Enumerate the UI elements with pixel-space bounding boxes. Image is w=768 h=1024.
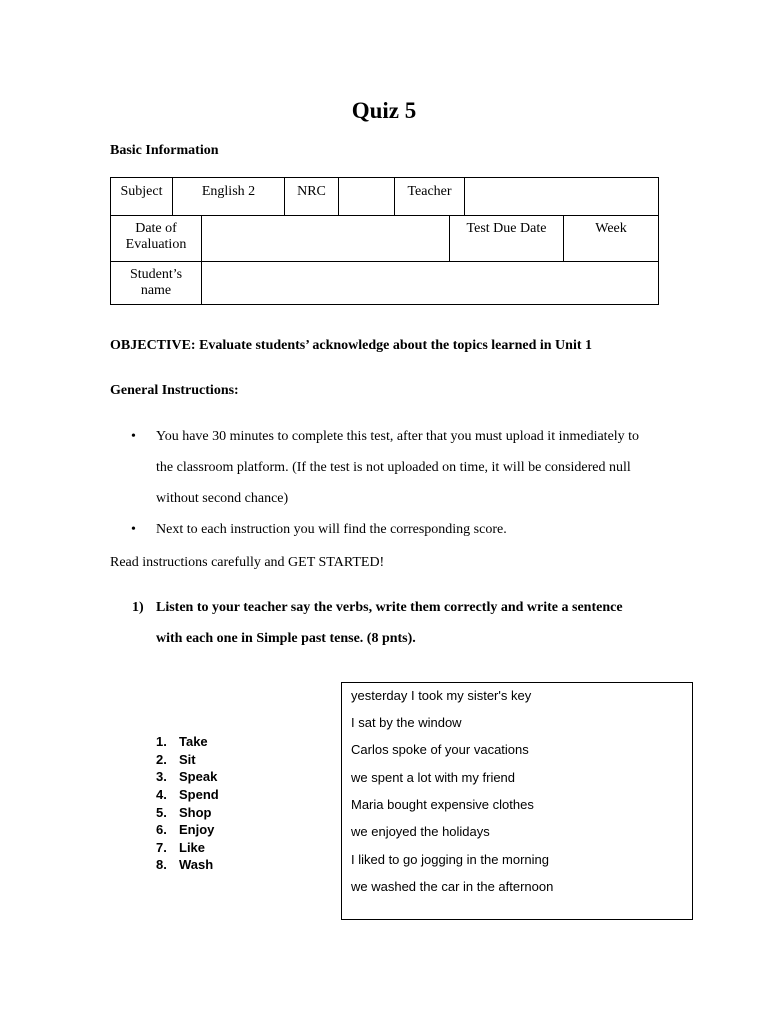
general-instructions-heading: General Instructions: [110, 383, 239, 398]
verb-item: Sit [179, 752, 196, 767]
instruction-2: Next to each instruction you will find the corresponding score. [156, 522, 507, 537]
verb-number: 4. [156, 787, 167, 802]
objective: OBJECTIVE: Evaluate students’ acknowledge about the topics learned in Unit 1 [110, 338, 593, 353]
bullet-icon: • [131, 522, 136, 537]
answer-sentence: we spent a lot with my friend [351, 770, 516, 785]
verb-item: Enjoy [179, 822, 215, 837]
verb-number: 2. [156, 752, 167, 767]
verb-number: 7. [156, 840, 167, 855]
read-instructions: Read instructions carefully and GET STARTED! [110, 555, 385, 570]
student-name-cell[interactable] [201, 261, 659, 305]
answer-sentence: yesterday I took my sister's key [351, 688, 532, 703]
question-1-line1: Listen to your teacher say the verbs, write them correctly and write a sentence [156, 600, 623, 615]
verb-number: 3. [156, 769, 167, 784]
instruction-1-line1: You have 30 minutes to complete this test, after that you must upload it inmediately to [156, 429, 640, 444]
verb-item: Take [179, 734, 208, 749]
answer-sentence: Maria bought expensive clothes [351, 797, 534, 812]
question-1-number: 1) [132, 600, 144, 615]
verb-number: 8. [156, 857, 167, 872]
verb-number: 5. [156, 805, 167, 820]
verb-item: Speak [179, 769, 218, 784]
verb-number: 6. [156, 822, 167, 837]
basic-info-heading: Basic Information [110, 143, 219, 158]
subject-label: Subject [120, 184, 163, 199]
nrc-label: NRC [297, 184, 326, 199]
teacher-label: Teacher [407, 184, 452, 199]
teacher-value-cell[interactable] [464, 177, 659, 216]
student-label-line2: name [140, 283, 172, 298]
verb-item: Spend [179, 787, 219, 802]
verb-item: Wash [179, 857, 214, 872]
subject-value: English 2 [201, 184, 256, 199]
student-label-line1: Student’s [129, 267, 183, 282]
verb-item: Shop [179, 805, 212, 820]
instruction-1-line2: the classroom platform. (If the test is not uploaded on time, it will be considered null [156, 460, 631, 475]
date-label-line1: Date of [135, 221, 177, 236]
due-date-label: Test Due Date [466, 221, 547, 236]
verb-item: Like [179, 840, 206, 855]
verb-number: 1. [156, 734, 167, 749]
date-value-cell[interactable] [201, 215, 450, 262]
date-label-line2: Evaluation [125, 237, 187, 252]
nrc-value-cell[interactable] [338, 177, 395, 216]
answer-sentence: Carlos spoke of your vacations [351, 742, 529, 757]
page-title: Quiz 5 [351, 98, 417, 123]
bullet-icon: • [131, 429, 136, 444]
instruction-1-line3: without second chance) [156, 491, 289, 506]
answer-sentence: I sat by the window [351, 715, 462, 730]
answer-sentence: we washed the car in the afternoon [351, 879, 554, 894]
answer-sentence: we enjoyed the holidays [351, 824, 490, 839]
week-label: Week [595, 221, 627, 236]
answer-sentence: I liked to go jogging in the morning [351, 852, 550, 867]
question-1-line2: with each one in Simple past tense. (8 pnts). [156, 631, 416, 646]
